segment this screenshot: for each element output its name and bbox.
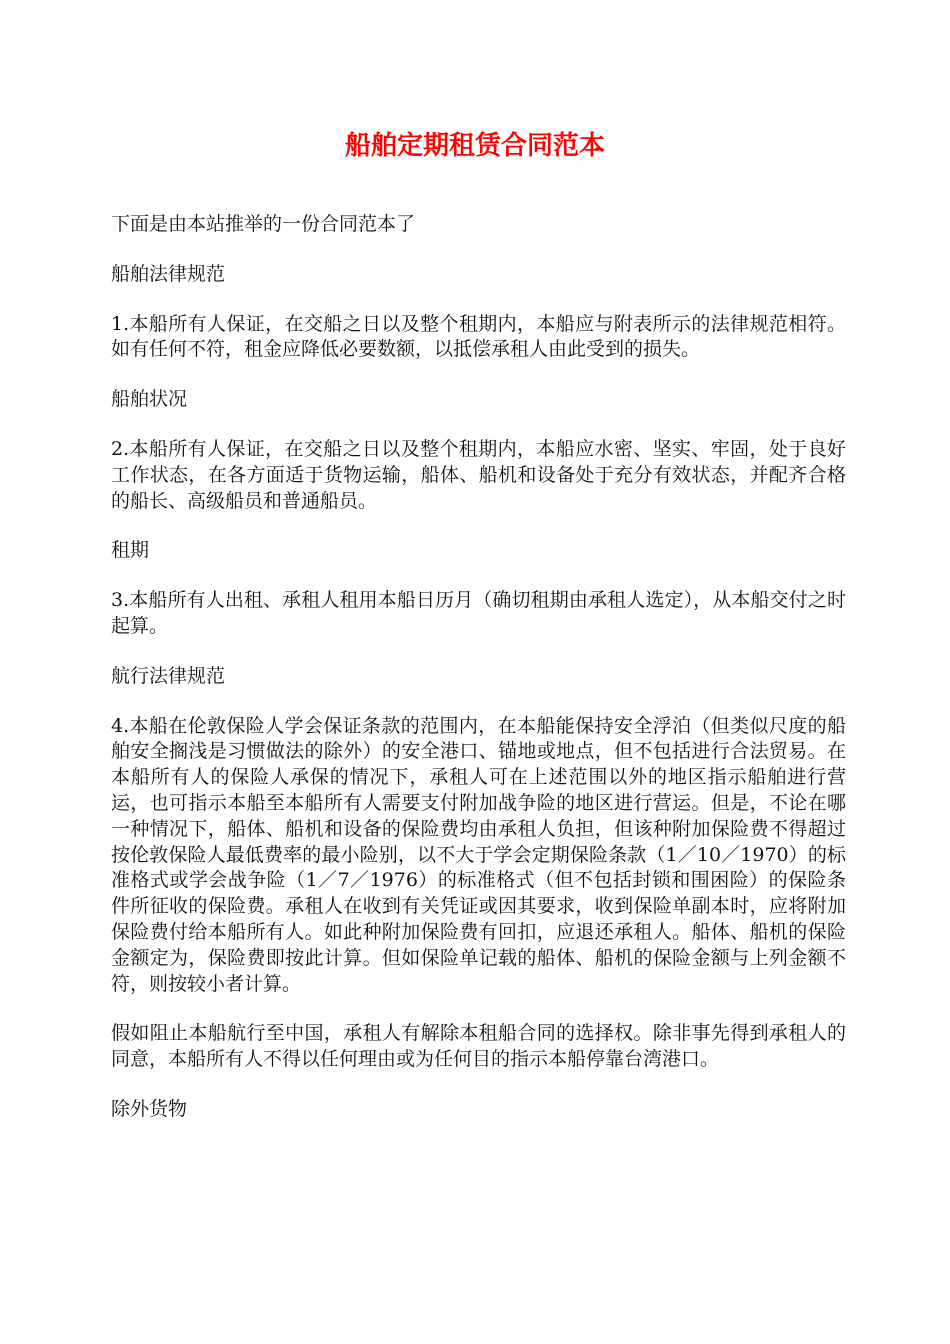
clause-1-paragraph: 1.本船所有人保证，在交船之日以及整个租期内，本船应与附表所示的法律规范相符。如有任何不符，租金应降低必要数额，以抵偿承租人由此受到的损失。: [111, 312, 846, 361]
section-heading-excluded-cargo: 除外货物: [111, 1097, 188, 1120]
section-heading-navigation-regulations: 航行法律规范: [111, 664, 226, 687]
intro-paragraph: 下面是由本站推举的一份合同范本了: [111, 213, 416, 235]
clause-4-paragraph: 4.本船在伦敦保险人学会保证条款的范围内，在本船能保持安全浮泊（但类似尺度的船舶安全搁浅是习惯做法的除外）的安全港口、锚地或地点，但不包括进行合法贸易。在本船所有人的保险人承保的情况下，承租人可在上述范围以外的地区指示船舶进行营运，也可指示本船至本船所有人需要支付附加战争险的地区进行营运。但是，不论在哪一种情况下，船体、船机和设备的保险费均由承租人负担，但该种附加保险费不得超过按伦敦保险人最低费率的最小险别，以不大于学会定期保险条款（1／10／1970）的标准格式或学会战争险（1／7／1976）的标准格式（但不包括封锁和围困险）的保险条件所征收的保险费。承租人在收到有关凭证或因其要求，收到保险单副本时，应将附加保险费付给本船所有人。如此种附加保险费有回扣，应退还承租人。船体、船机的保险金额定为，保险费即按此计算。但如保险单记载的船体、船机的保险金额与上列金额不符，则按较小者计算。: [111, 714, 846, 995]
clause-3-paragraph: 3.本船所有人出租、承租人租用本船日历月（确切租期由承租人选定），从本船交付之时起算。: [111, 589, 846, 637]
china-clause-paragraph: 假如阻止本船航行至中国，承租人有解除本租船合同的选择权。除非事先得到承租人的同意，本船所有人不得以任何理由或为任何目的指示本船停靠台湾港口。: [111, 1022, 846, 1071]
clause-2-paragraph: 2.本船所有人保证，在交船之日以及整个租期内，本船应水密、坚实、牢固，处于良好工作状态，在各方面适于货物运输，船体、船机和设备处于充分有效状态，并配齐合格的船长、高级船员和普通船员。: [111, 437, 846, 512]
section-heading-ship-regulations: 船舶法律规范: [111, 262, 226, 285]
document-body: [111, 212, 846, 1147]
section-heading-ship-condition: 船舶状况: [111, 388, 188, 411]
section-heading-charter-period: 租期: [111, 539, 150, 562]
document-title: 船舶定期租赁合同范本: [344, 131, 605, 161]
